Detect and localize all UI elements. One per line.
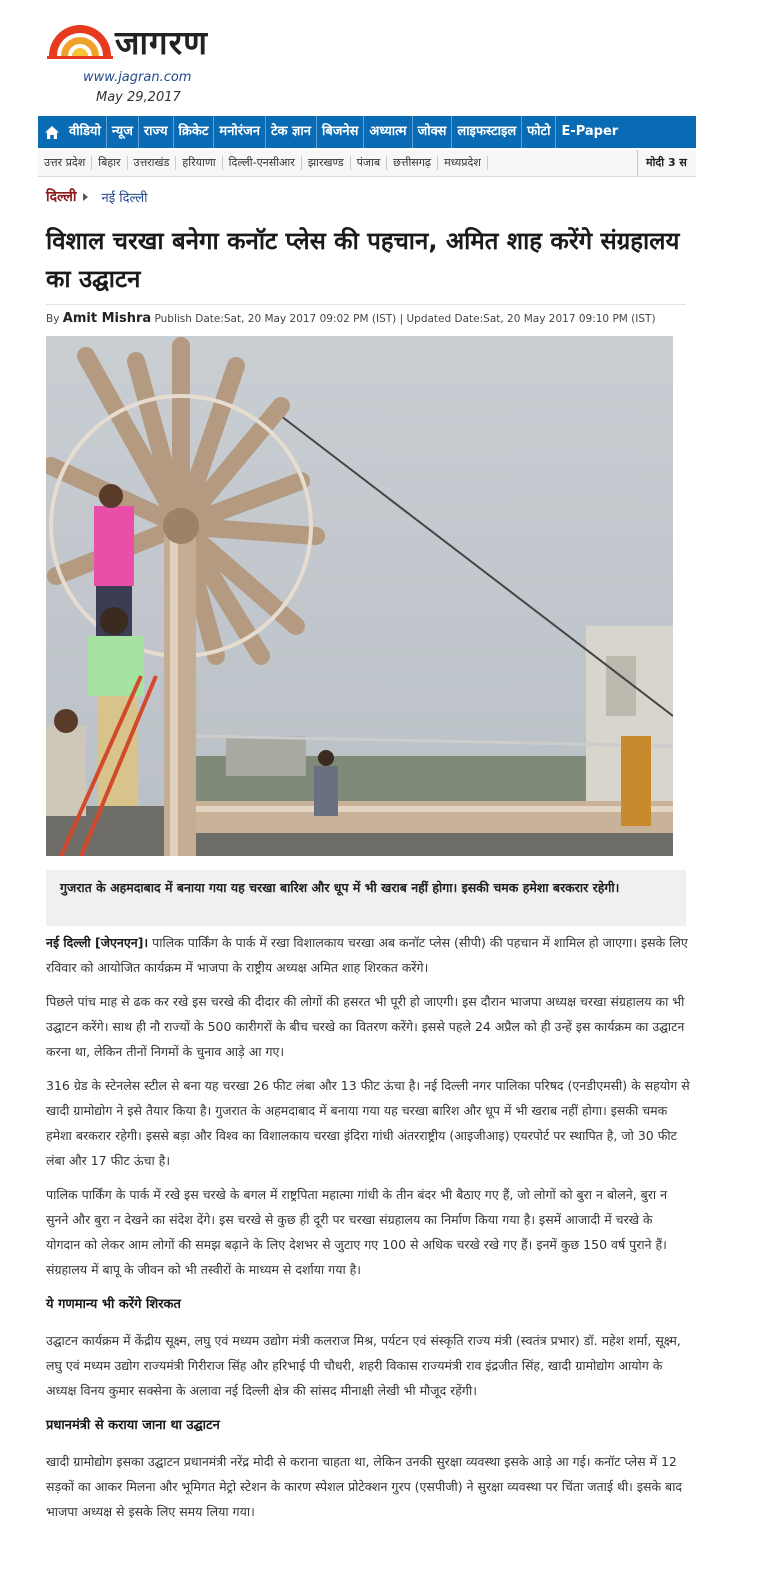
nav-item-entertainment[interactable]: मनोरंजन bbox=[214, 116, 266, 148]
subnav-item-uttarakhand[interactable]: उत्तराखंड bbox=[128, 156, 177, 170]
logo-text: जागरण bbox=[115, 23, 208, 62]
nav-home[interactable] bbox=[40, 116, 64, 148]
article-paragraph: खादी ग्रामोद्योग इसका उद्घाटन प्रधानमंत्री नरेंद्र मोदी से कराना चाहता था, लेकिन उनकी सुरक्षा व्यवस्था इसके आड़े आ गई। कनॉट प्लेस में 12 सड़कों का आकर मिलना और भूमिगत मेट्रो स्टेशन के कारण स्पेशल प्रोटेक्शन गुरप (एसपीजी) ने सुरक्षा व्यवस्था पर चिंता जताई थी। इसके बाद भाजपा अध्यक्ष से इसके लिए समय लिया गया। bbox=[46, 1454, 683, 1519]
article-subheading: प्रधानमंत्री से कराया जाना था उद्घाटन bbox=[46, 1418, 220, 1433]
breadcrumb-new-delhi[interactable]: नई दिल्ली bbox=[101, 190, 148, 206]
nav-item-photo[interactable]: फोटो bbox=[522, 116, 556, 148]
nav-item-states[interactable]: राज्य bbox=[139, 116, 174, 148]
nav-item-business[interactable]: बिजनेस bbox=[317, 116, 364, 148]
state-subnav bbox=[38, 150, 696, 177]
breadcrumb bbox=[46, 187, 148, 206]
subnav-item-jharkhand[interactable]: झारखण्ड bbox=[302, 156, 351, 170]
nav-item-lifestyle[interactable]: लाइफस्टाइल bbox=[452, 116, 522, 148]
nav-item-video[interactable]: वीडियो bbox=[64, 116, 107, 148]
home-icon bbox=[44, 125, 60, 140]
main-nav bbox=[38, 116, 696, 148]
site-url[interactable]: www.jagran.com bbox=[83, 70, 192, 85]
article-photo bbox=[46, 336, 673, 856]
photo-caption bbox=[46, 870, 686, 926]
dateline: नई दिल्ली [जेएनएन]। bbox=[46, 935, 149, 950]
clip-date: May 29,2017 bbox=[96, 90, 181, 105]
byline bbox=[46, 311, 686, 326]
jagran-sun-logo-icon bbox=[47, 22, 113, 60]
nav-item-news[interactable]: न्यूज bbox=[107, 116, 139, 148]
article-paragraph bbox=[46, 930, 690, 980]
nav-item-jokes[interactable]: जोक्स bbox=[413, 116, 453, 148]
nav-item-tech[interactable]: टेक ज्ञान bbox=[266, 116, 317, 148]
article-subheading: ये गणमान्य भी करेंगे शिरकत bbox=[46, 1297, 181, 1312]
subnav-item-up[interactable]: उत्तर प्रदेश bbox=[38, 156, 92, 170]
subnav-item-delhi-ncr[interactable]: दिल्ली-एनसीआर bbox=[223, 156, 302, 170]
divider bbox=[46, 304, 686, 305]
publish-dates: Publish Date:Sat, 20 May 2017 09:02 PM (IST) | Updated Date:Sat, 20 May 2017 09:10 PM (IST) bbox=[154, 313, 656, 325]
author-name[interactable]: Amit Mishra bbox=[62, 311, 152, 326]
charkha-photo-illustration bbox=[46, 336, 673, 856]
subnav-item-mp[interactable]: मध्यप्रदेश bbox=[438, 156, 488, 170]
by-label: By bbox=[46, 313, 60, 325]
article-paragraph: उद्घाटन कार्यक्रम में केंद्रीय सूक्ष्म, लघु एवं मध्यम उद्योग मंत्री कलराज मिश्र, पर्यटन एवं संस्कृति राज्य मंत्री (स्वतंत्र प्रभार) डॉ. महेश शर्मा, सूक्ष्म, लघु एवं मध्यम उद्योग राज्यमंत्री गिरीराज सिंह और हरिभाई पी चौधरी, शहरी विकास राज्यमंत्री राव इंद्रजीत सिंह, खादी ग्रामोद्योग आयोग के अध्यक्ष विनय कुमार सक्सेना के अलावा नई दिल्ली क्षेत्र की सांसद मीनाक्षी लेखी भी मौजूद रहेंगी। bbox=[46, 1333, 681, 1398]
subnav-item-bihar[interactable]: बिहार bbox=[92, 156, 127, 170]
article-paragraph: 316 ग्रेड के स्टेनलेस स्टील से बना यह चरखा 26 फीट लंबा और 13 फीट ऊंचा है। नई दिल्ली नगर पालिका परिषद (एनडीएमसी) के सहयोग से खादी ग्रामोद्योग ने इसे तैयार किया है। गुजरात के अहमदाबाद में बनाया गया यह चरखा बारिश और धूप में भी खराब नहीं होगा। इसकी चमक हमेशा बरकरार रहेगी। इससे बड़ा और विश्व का विशालकाय चरखा इंदिरा गांधी अंतरराष्ट्रीय (आइजीआइ) एयरपोर्ट पर स्थापित है, जो 30 फीट लंबा और 17 फीट ऊंचा है। bbox=[46, 1078, 690, 1168]
trending-ticker[interactable]: मोदी 3 स bbox=[637, 150, 696, 176]
nav-item-spirituality[interactable]: अध्यात्म bbox=[364, 116, 412, 148]
article-body bbox=[46, 930, 690, 1533]
photo-caption-text: गुजरात के अहमदाबाद में बनाया गया यह चरखा बारिश और धूप में भी खराब नहीं होगा। इसकी चमक हमेशा बरकरार रहेगी। bbox=[60, 880, 620, 895]
nav-item-epaper[interactable]: E-Paper bbox=[561, 124, 619, 139]
subnav-item-haryana[interactable]: हरियाणा bbox=[176, 156, 222, 170]
subnav-item-punjab[interactable]: पंजाब bbox=[351, 156, 388, 170]
article-paragraph: पालिक पार्किंग के पार्क में रखे इस चरखे के बगल में राष्ट्रपिता महात्मा गांधी के तीन बंदर भी बैठाए गए हैं, जो लोगों को बुरा न बोलने, बुरा न सुनने और बुरा न देखने का संदेश देंगे। इस चरखे से कुछ ही दूरी पर चरखा संग्रहालय का निर्माण किया गया है। इसमें आजादी में चरखे के योगदान को लेकर आम लोगों की समझ बढ़ाने के लिए देशभर से जुटाए गए 100 से अधिक चरखे रखे गए हैं। इनमें कुछ 150 वर्ष पुराने हैं। संग्रहालय में बापू के जीवन को भी तस्वीरों के माध्यम से दर्शाया गया है। bbox=[46, 1187, 668, 1277]
nav-item-cricket[interactable]: क्रिकेट bbox=[174, 116, 215, 148]
article-paragraph: पिछले पांच माह से ढक कर रखे इस चरखे की दीदार की लोगों की हसरत भी पूरी हो जाएगी। इस दौरान भाजपा अध्यक्ष चरखा संग्रहालय का भी उद्घाटन करेंगे। साथ ही नौ राज्यों के 500 कारीगरों के बीच चरखे का वितरण करेंगे। इससे पहले 24 अप्रैल को ही उन्हें इस कार्यक्रम का उद्घाटन करना था, लेकिन तीनों निगमों के चुनाव आड़े आ गए। bbox=[46, 994, 685, 1059]
breadcrumb-delhi[interactable]: दिल्ली bbox=[46, 189, 77, 205]
subnav-item-chhattisgarh[interactable]: छत्तीसगढ़ bbox=[387, 156, 438, 170]
jagran-logo[interactable] bbox=[47, 22, 247, 64]
paragraph-text: पालिक पार्किंग के पार्क में रखा विशालकाय चरखा अब कनॉट प्लेस (सीपी) की पहचान में शामिल हो जाएगा। इसके लिए रविवार को आयोजित कार्यक्रम में भाजपा के राष्ट्रीय अध्यक्ष अमित शाह शिरकत करेंगे। bbox=[46, 935, 688, 975]
article-title: विशाल चरखा बनेगा कनॉट प्लेस की पहचान, अमित शाह करेंगे संग्रहालय का उद्घाटन bbox=[46, 227, 680, 293]
breadcrumb-arrow-icon bbox=[83, 193, 88, 201]
